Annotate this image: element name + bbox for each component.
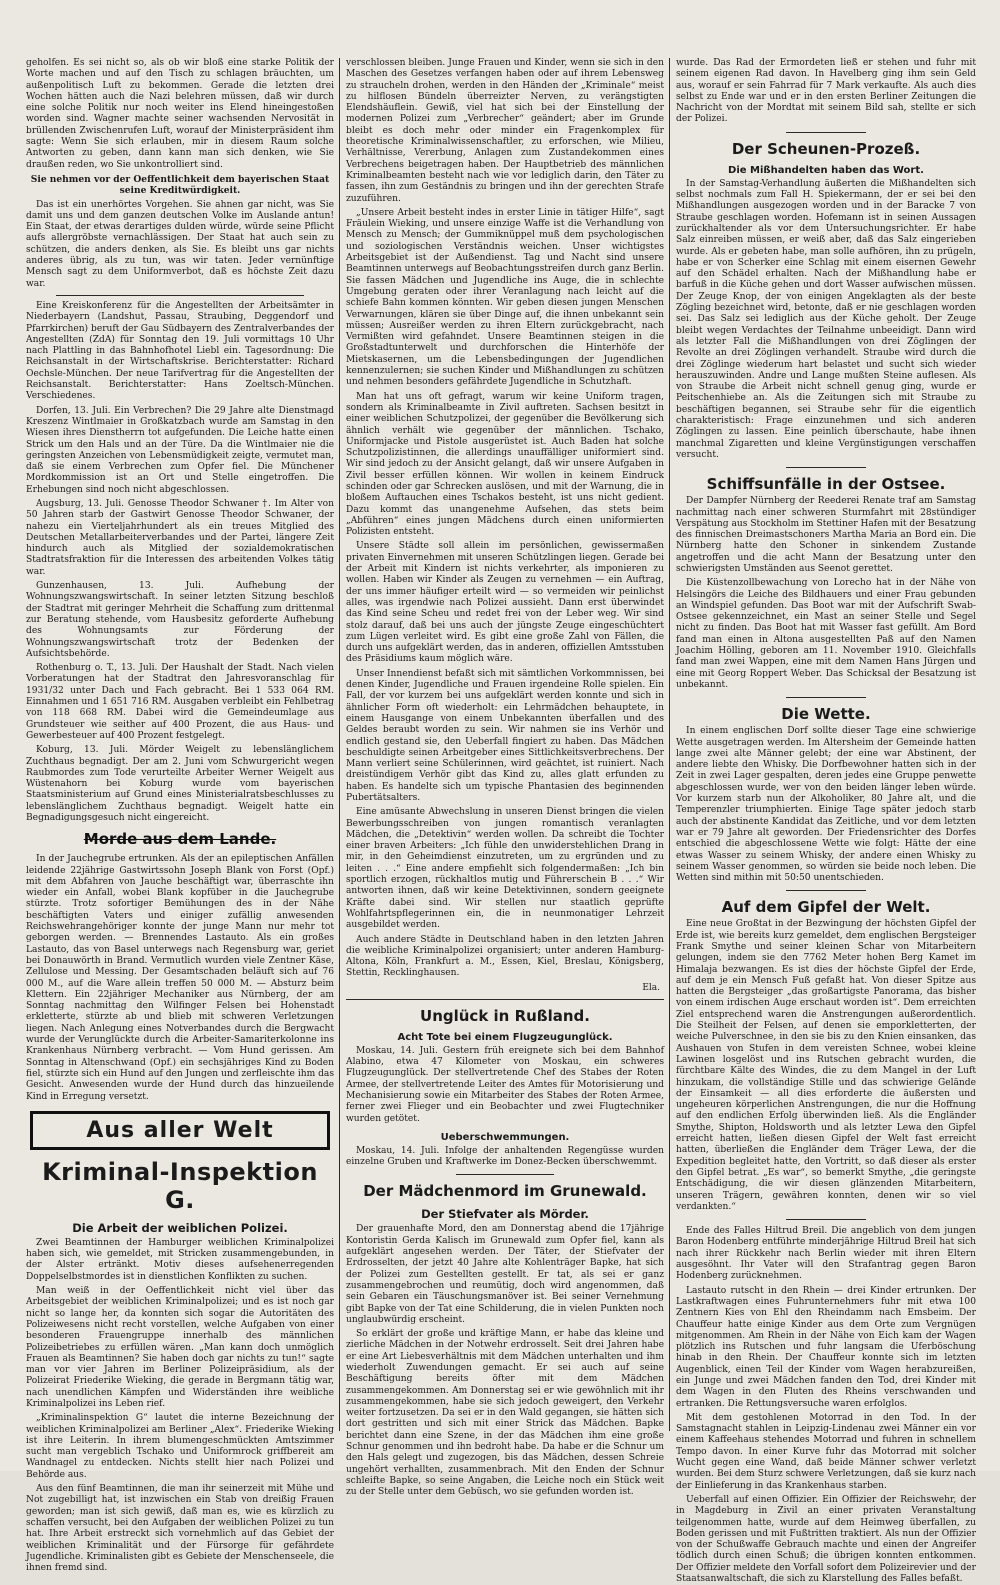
article-paragraph: Dorfen, 13. Juli. Ein Verbrechen? Die 29 Jahre alte Dienstmagd Kreszenz Wintlmaier in Großkatzbach wurde am Samstag in den Wiesen ihres Dienstherrn tot aufgefunden. Die Leiche hatte einen Strick um den Hals und an der Türe. Da die Wintlmaier nie die geringsten Anzeichen von Lebensmüdigkeit zeigte, vermutet man, daß sie einem Verbrechen zum Opfer fiel. Die Münchener Mordkommission ist an Ort und Stelle eingetroffen. Die Erhebungen sind noch nicht abgeschlossen. <box>26 405 334 495</box>
section-subheading: Die Mißhandelten haben das Wort. <box>728 164 924 176</box>
article-paragraph: In der Samstag-Verhandlung äußerten die Mißhandelten sich selbst nochmals zum Fall H. Spiekermann, der er sei bei den Mißhandlungen ausgezogen worden und in der Baracke 7 von Straube geschlagen worden. Hofemann ist in seinen Aussagen zurückhaltender als vor dem Untersuchungsrichter. Er habe Salz einreiben müssen, er weiß aber, daß das Salz eingerieben wurde. Als er gebeten habe, man solle aufhören, ihn zu prügeln, habe er von Scherker eine Schlag mit einem eisernen Gewehr auf den Schädel erhalten. Nach der Mißhandlung habe er barfuß in die Küche gehen und dort Wasser aufwischen müssen. Der Zeuge Knop, der von einigen Angeklagten als der beste Zögling bezeichnet wird, betonte, daß er nie geschlagen worden sei. Das Salz sei lediglich aus der Küche geholt. Der Zeuge bleibt wegen Verdachtes der Teilnahme unbeeidigt. Dann wird als letzter Fall die Mißhandlungen von drei Zöglingen der Revolte an drei Zöglingen verhandelt. Straube wird durch die drei Zöglinge wiederum hart belastet und sucht sich wieder herauszuwinden. Andre und Lange mußten Steine auflesen. Als von Straube die Arbeit nicht schnell genug ging, wurde er Peitschenhiebe an. Als die Zeitungen sich mit Straube zu beschäftigen begannen, sei Straube sehr für die eigentlich charakteristisch: Frage einzunehmen und sich anderen Zöglingen zu lassen. Eine peinlich überschaute, habe ihnen manchmal Zigaretten und kleine Vergünstigungen verschaffen versucht. <box>676 178 976 460</box>
section-heading: Morde aus dem Lande. <box>83 830 277 849</box>
section-rule <box>786 1219 866 1220</box>
column-left <box>26 58 335 1574</box>
article-paragraph: Eine amüsante Abwechslung in unseren Dienst bringen die vielen Bewerbungsschreiben von jungen romantisch veranlagten Mädchen, die „Detektivin“ werden wollen. Da schreibt die Tochter einer braven Arbeiters: „Ich fühle den unwiderstehlichen Drang in mir, in den Geheimdienst einzutreten, um zu ergründen und zu leiten . . .“ Eine andere empfiehlt sich folgendermaßen: „Ich bin sportlich erzogen, rückhaltlos mutig und Führerschein B . . .“ Wir antworten ihnen, daß wir keine Detektivinnen, sondern geeignete Kräfte dabei sind. Wir stellen nur staatlich geprüfte Wohlfahrtspflegerinnen ein, die in neunmonatiger Lehrzeit ausgebildet werden. <box>346 807 664 931</box>
section-heading: Die Wette. <box>781 705 871 724</box>
article-paragraph: Eine Kreiskonferenz für die Angestellten der Arbeitsämter in Niederbayern (Landshut, Passau, Straubing, Deggendorf und Pfarrkirchen) beruft der Gau Südbayern des Zentralverbandes der Angestellten (ZdA) für Sonntag den 19. Juli vormittags 10 Uhr nach Plattling in das Bahnhofhotel Liebl ein. Tagesordnung: Die Reichsanstalt in der Wirtschaftskrise. Berichterstatter: Richard Oechsle-München. Der neue Tarifvertrag für die Angestellten der Reichsanstalt. Berichterstatter: Hans Zoeltsch-München. Verschiedenes. <box>26 300 334 402</box>
article-paragraph: Aus den fünf Beamtinnen, die man ihr seinerzeit mit Mühe und Not zugebilligt hat, ist inzwischen ein Stab von dreißig Frauen geworden; man ist sich gewiß, daß man es, wie es kürzlich zu schaffen versucht, bei den Aufgaben der weiblichen Polizei zu tun hat. Ihre Arbeit erstreckt sich vornehmlich auf das Gebiet der weiblichen Kriminalität und der Fürsorge für gefährdete Jugendliche. Kriminalisten gibt es Gebiete der Menschenseele, die ihnen fremd sind. <box>26 1484 334 1574</box>
article-paragraph: „Unsere Arbeit besteht indes in erster Linie in tätiger Hilfe“, sagt Fräulein Wieking, und unsere einzige Waffe ist die Verhandlung von Mensch zu Mensch; der Gummiknüppel muß dem psychologischen und soziologischen Verständnis weichen. Unser wichtigstes Arbeitsgebiet ist der Außendienst. Tag und Nacht sind unsere Beamtinnen unterwegs auf Beobachtungsstreifen durch ganz Berlin. Sie fassen Mädchen und Jugendliche ins Auge, die in schlechte Umgebung geraten oder ihrer Veranlagung nach leicht auf die schiefe Bahn kommen könnten. Wir geben diesen jungen Menschen Verwarnungen, klären sie über Dinge auf, die ihnen unbekannt sein müssen; Ausreißer werden zu ihren Eltern zurückgebracht, nach Vermißten wird gefahndet. Unsere Beamtinnen steigen in die Großstadtunterwelt und durchforschen die Hinterhöfe der Mietskasernen, um die Lebensbedingungen der Jugendlichen kennenzulernen; sie suchen Kinder und Mißhandlungen zu schützen und nehmen besonders gefährdete Jugendliche in Schutzhaft. <box>346 207 664 388</box>
article-paragraph: So erklärt der große und kräftige Mann, er habe das kleine und zierliche Mädchen in der Notwehr erdrosselt. Seit drei Jahren habe er eine Art Liebesverhältnis mit dem Mädchen unterhalten und ihm wiederholt Zuwendungen gemacht. Er sei auch auf seine Beschäftigung bereits öfter mit dem Mädchen zusammengekommen. Am Donnerstag sei er wie gewöhnlich mit ihr zusammengekommen, habe sie sich jedoch geweigert, den Verkehr weiter fortzusetzen. Da sei er in den Wald gegangen, sie hätten sich dort gestritten und sich mit einer Strick das Mädchen. Bapke berichtet dann eine Szene, in der das Mädchen ihm eine große Schnur genommen und ihn bedroht habe. Da habe er die Schnur um den Hals gelegt und zugezogen, bis das Mädchen, dessen Schreie ungehört verhallten, zusammenbrach. Mit den Enden der Schnur schleifte Bapke, so seine Angaben, die Leiche noch ein Stück weit zu der Stelle unter dem Gebüsch, wo sie gefunden worden ist. <box>346 1329 664 1498</box>
article-paragraph: Man hat uns oft gefragt, warum wir keine Uniform tragen, sondern als Kriminalbeamte in Zivil auftreten. Sachsen besitzt in einer weiblichen Schutzpolizei, der gegenüber die Bevölkerung sich ähnlich verhält wie gegenüber der männlichen. Tschako, Uniformjacke und Pistole ausgerüstet ist. Auch Baden hat solche Schutzpolizistinnen, die allerdings unauffälliger uniformiert sind. Wir sind jedoch zu der Ansicht gelangt, daß wir unsere Aufgaben in Zivil besser erfüllen können. Wir wollen in keinem Eindruck schinden oder gar Schrecken auslösen, und mit der Warnung, die in bloßem Auftauchen eines Tschakos besteht, ist uns nicht gedient. Dazu kommt das unangenehme Aufsehen, das stets beim „Abführen“ eines jungen Mädchens durch einen uniformierten Polizisten entsteht. <box>346 391 664 538</box>
article-paragraph: Moskau, 14. Juli. Gestern früh ereignete sich bei dem Bahnhof Alabino, etwa 47 Kilometer von Moskau, ein schweres Flugzeugunglück. Der stellvertretende Chef des Stabes der Roten Armee, der stellvertretende Leiter des Amtes für Motorisierung und Mechanisierung sowie ein Mitarbeiter des Stabes der Roten Armee, ferner zwei Flieger und ein Beobachter und zwei Flugtechniker wurden getötet. <box>346 1045 664 1124</box>
article-paragraph: Ende des Falles Hiltrud Breil. Die angeblich von dem jungen Baron Hodenberg entführte minderjährige Hiltrud Breil hat sich nach ihrer Rückkehr nach Berlin wieder mit ihren Eltern ausgesöhnt. Ihr Vater will den Strafantrag gegen Baron Hodenberg zurücknehmen. <box>676 1226 976 1282</box>
article-paragraph: Die Küstenzollbewachung von Lorecho hat in der Nähe von Helsingörs die Leiche des Bildhauers und einer Frau gebunden an Windspiel gefunden. Das Boot war mit der Aufschrift Swab-Ostsee gekennzeichnet, ein Mast an seiner Stelle und Segel nicht zu finden. Das Boot hat mit Wasser fast gefüllt. Am Bord fand man einen in Altona ausgestellten Paß auf den Namen Joachim Hölling, geboren am 11. November 1910. Gleichfalls fand man zwei Wappen, eine mit dem Namen Hans Jürgen und eine mit Georg Roppert Weber. Das Schicksal der Besatzung ist unbekannt. <box>676 578 976 690</box>
article-paragraph: Mit dem gestohlenen Motorrad in den Tod. In der Samstagnacht stahlen in Leipzig-Lindenau zwei Männer ein vor einem Kaffeehaus stehendes Motorrad und fuhren in schnellem Tempo davon. In einer Kurve fuhr das Motorrad mit solcher Wucht gegen eine Wand, daß beide Männer schwer verletzt wurden. Bei dem Sturz schwere Verletzungen, daß sie kurz nach der Einlieferung in das Krankenhaus starben. <box>676 1412 976 1491</box>
article-paragraph: Moskau, 14. Juli. Infolge der anhaltenden Regengüsse wurden einzelne Gruben und Kraftwerke im Donez-Becken überschwemmt. <box>346 1145 664 1168</box>
article-paragraph: Unser Innendienst befaßt sich mit sämtlichen Vorkommnissen, bei denen Kinder, Jugendliche und Frauen irgendeine Rolle spielen. Ein Fall, der vor kurzem bei uns aufgeklärt werden konnte und sich in ähnlicher Form oft wiederholt: ein Lehrmädchen behauptete, in einem Hausgange von einem Unbekannten überfallen und des Geldes beraubt worden zu sein. Wir nahmen sie ins Verhör und endlich gestand sie, den Ueberfall fingiert zu haben. Das Mädchen beschuldigte seinen Arbeitgeber eines Sittlichkeitsverbrechens. Der Mann verliert seine Schülerinnen, wird geächtet, ist ruiniert. Nach dreistündigem Verhör gibt das Kind zu, alles glatt erfunden zu haben. Es handelte sich um typische Phantasien des beginnenden Pubertätsalters. <box>346 668 664 803</box>
article-paragraph: Lastauto rutscht in den Rhein — drei Kinder ertrunken. Der Lastkraftwagen eines Fuhrunternehmers fuhr mit etwa 100 Zentnern Kies von Ehl den Rheindamm nach Emsbeim. Der Chauffeur hatte einige Kinder aus dem Orte zum Vergnügen mitgenommen. Am Rhein in der Nähe von Eich kam der Wagen plötzlich ins Rutschen und fuhr langsam die Uferböschung hinab in den Rhein. Der Chauffeur konnte sich im letzten Augenblick, einen Teil der Kinder vom Wagen herabzureißen, ein Junge und zwei Mädchen fanden den Tod, drei Kinder mit dem Wagen in den Fluten des Rheins verschwanden und ertranken. Die Rettungsversuche waren erfolglos. <box>676 1285 976 1409</box>
section-subheading: Ueberschwemmungen. <box>440 1131 570 1143</box>
section-rule <box>346 999 664 1000</box>
section-heading: Der Scheunen-Prozeß. <box>731 139 921 158</box>
article-paragraph: Ueberfall auf einen Offizier. Ein Offizier der Reichswehr, der in Magdeburg in Zivil an einer privaten Veranstaltung teilgenommen hatte, wurde auf dem Heimweg überfallen, zu Boden gerissen und mit Fußtritten traktiert. Als nun der Offizier von der Schußwaffe Gebrauch machte und einen der Angreifer tödlich durch einen Schuß; die übrigen konnten entkommen. Der Offizier meldete den Vorfall sofort dem Polizeirevier und der Staatsanwaltschaft, die sich zu Klarstellung des Falles befaßt. <box>676 1494 976 1585</box>
article-paragraph: Rothenburg o. T., 13. Juli. Der Haushalt der Stadt. Nach vielen Vorberatungen hat der Stadtrat den Jahresvoranschlag für 1931/32 unter Dach und Fach gebracht. Bei 1 533 064 RM. Einnahmen und 1 651 716 RM. Ausgaben verbleibt ein Fehlbetrag von 118 668 RM. Dabei wird die Gemeindeumlage aus Grundsteuer wie seither auf 400 Prozent, die aus Haus- und Gewerbesteuer auf 400 Prozent festgelegt. <box>26 663 334 741</box>
article-paragraph: verschlossen bleiben. Junge Frauen und Kinder, wenn sie sich in den Maschen des Gesetzes verfangen haben oder auf ihrem Lebensweg zu straucheln drohen, werden in den Händen der „Kriminale“ meist zu hilflosen Bündeln überreizter Nerven, zu verängstigten Elendshäuflein. Gewiß, viel hat sich bei der Einstellung der modernen Polizei zum „Verbrecher“ geändert; aber im Grunde bleibt es doch mehr oder minder ein Fragenkomplex für theoretische Kriminalwissenschaftler, zu erforschen, wie Milieu, Verhältnisse, Vererbung, Anlagen zum Zustandekommen eines Verbrechens beigetragen haben. Der Hauptbetrieb des männlichen Kriminalbeamten besteht nach wie vor lediglich darin, den Täter zu fassen, ihn zum Geständnis zu bringen und ihn der gerechten Strafe zuzuführen. <box>346 58 664 204</box>
section-heading: Der Mädchenmord im Grunewald. <box>363 1182 647 1201</box>
article-paragraph: Der grauenhafte Mord, den am Donnerstag abend die 17jährige Kontoristin Gerda Kalisch im Grunewald zum Opfer fiel, kann als aufgeklärt angesehen werden. Der Täter, der Stiefvater der Erdrosselten, der jetzt 40 Jahre alte Kohlenträger Bapke, hat sich der Polizei zum Gestellten gestellt. Er tat, als sei er ganz zusammengebrochen und reumütig, doch wird angenommen, daß sein Gebaren ein Täuschungsmanöver ist. Bei seiner Vernehmung gibt Bapke von der Tat eine Schilderung, die in vielen Punkten noch unglaubwürdig erscheint. <box>346 1224 664 1325</box>
article-paragraph: Das ist ein unerhörtes Vorgehen. Sie ahnen gar nicht, was Sie damit uns und dem ganzen deutschen Volke im Auslande antun! Ein Staat, der etwas derartiges dulden würde, würde seine Pflicht aufs allergröbste vernachlässigen. Der Staat hat auch sein zu schützen, die anders denken, als Sie. Es bleibt uns gar nichts anderes übrig, als zu tun, was wir taten. Jeder vernünftige Mensch sagt zu dem Uniformverbot, daß es höchste Zeit dazu war. <box>26 199 334 289</box>
article-title: Kriminal-Inspektion G. <box>42 1157 318 1214</box>
article-paragraph: Sie nehmen vor der Oeffentlichkeit dem bayerischen Staat seine Kreditwürdigkeit. <box>30 173 330 197</box>
section-heading: Auf dem Gipfel der Welt. <box>721 898 931 917</box>
section-banner: Aus aller Welt <box>30 1111 330 1150</box>
article-paragraph: In der Jauchegrube ertrunken. Als der an epileptischen Anfällen leidende 22jährige Gastwirtssohn Joseph Blank von Forst (Opf.) mit dem Abfahren von Jauche beschäftigt war, überraschte ihn wieder ein Anfall, wobei Blank kopfüber in die Jauchegrube stürzte. Trotz sofortiger Bemühungen des in der Nähe beschäftigten Vaters und einiger zufällig anwesenden Reichswehrangehöriger konnte der junge Mann nur mehr tot geborgen werden. — Brennendes Lastauto. Als ein großes Lastauto, das von Basel unterwegs nach Regensburg war, geriet bei Donauwörth in Brand. Vermutlich wurden viele Zentner Käse, Zellulose und Messing. Der Gesamtschaden beläuft sich auf 76 000 M., auf die Ware allein treffen 50 000 M. — Absturz beim Klettern. Ein 22jähriger Mechaniker aus Nürnberg, der am Sonntag nachmittag den Wilfinger Felsen bei Hohenstadt erkletterte, stürzte ab und blieb mit schweren Verletzungen liegen. Nach Anlegung eines Notverbandes durch die Bergwacht wurde der Verunglückte durch die Arbeiter-Samariterkolonne ins Krankenhaus Nürnberg verbracht. — Vom Hund gerissen. Am Sonntag in Altenschwand (Opf.) ein sechsjähriges Kind zu Boden fiel, stürzte sich ein Hund auf den Jungen und zerfleischte ihm das Gesicht. Anwesenden wurde der Hund durch das hinzueilende Kind in Erregung versetzt. <box>26 854 335 1102</box>
section-rule <box>786 697 866 698</box>
article-paragraph: Man weiß in der Oeffentlichkeit nicht viel über das Arbeitsgebiet der weiblichen Kriminalpolizei; und es ist noch gar nicht so lange her, da konnten sich sogar die Autoritäten des Polizeiwesens nicht recht vorstellen, welche Aufgaben von einer besonderen Frauengruppe innerhalb des männlichen Polizeibetriebes zu erfüllen wären. „Man kann doch unmöglich Frauen als Beamtinnen? Sie haben doch gar nichts zu tun!“ sagte man vor vier Jahren im Berliner Polizeipräsidium, als der Polizeirat Friederike Wieking, die gerade in Bergmann tätig war, nach unendlichen Kämpfen und Widerständen ihre weibliche Kriminalpolizei ins Leben rief. <box>26 1286 334 1409</box>
column-divider <box>669 58 670 1431</box>
article-subtitle: Die Arbeit der weiblichen Polizei. <box>72 1220 288 1235</box>
article-paragraph: Unsere Städte soll allein im persönlichen, gewissermaßen privaten Einvernehmen mit unseren Schützlingen liegen. Gerade bei der Arbeit mit Kindern ist nichts verkehrter, als imponieren zu wollen. Haben wir Kinder als Zeugen zu vernehmen — ein Auftrag, der uns immer häufiger erteilt wird — so vermeiden wir peinlichst alles, was irgendwie nach Polizei aussieht. Dann erst überwindet das Kind seine Scheu und redet frei von der Leber weg. Wir sind stolz darauf, daß bei uns auch der jüngste Zeuge eingeschüchtert zum Lügen verleitet wird. Es gibt eine große Zahl von Fällen, die durch uns aufgeklärt werden, das in anderen, offiziellen Amtsstuben des Präsidiums kaum möglich wäre. <box>346 541 664 665</box>
author-signoff: Ela. <box>642 982 660 993</box>
section-subheading: Der Stiefvater als Mörder. <box>421 1207 589 1222</box>
article-paragraph: geholfen. Es sei nicht so, als ob wir bloß eine starke Politik der Worte machen und auf den Tisch zu schlagen bräuchten, um außenpolitisch Luft zu bekommen. Gerade die letzten drei Wochen hätten auch die Nazi belehren müssen, daß wir durch eine solche Politik nur noch weiter ins Elend hineingestoßen worden sind. Wagner machte seiner wachsenden Nervosität in brüllenden Zwischenrufen Luft, worauf der Ministerpräsident ihm sagte: Wenn Sie sich erlauben, mir in diesem Raum solche Antworten zu geben, dann kann man sich denken, wie Sie draußen reden, wo Sie unkontrolliert sind. <box>26 58 334 170</box>
column-middle <box>346 58 664 1498</box>
article-paragraph: Augsburg, 13. Juli. Genosse Theodor Schwaner †. Im Alter von 50 Jahren starb der Gastwirt Genosse Theodor Schwaner, der nahezu ein Vierteljahrhundert als ein treues Mitglied des Deutschen Metallarbeiterverbandes und der Partei, längere Zeit hindurch auch als Mitglied der sozialdemokratischen Stadtratsfraktion für die Interessen des arbeitenden Volkes tätig war. <box>26 498 334 577</box>
section-rule <box>456 1174 554 1175</box>
article-paragraph: In einem englischen Dorf sollte dieser Tage eine schwierige Wette ausgetragen werden. Im Altersheim der Gemeinde hatten lange zwei alte Männer gelebt; der eine war Abstinent, der andere liebte den Whisky. Die Dorfbewohner hatten sich in der Zeit in zwei Lager gespalten, deren jedes eine Gruppe penwette abgeschlossen wurde, wer von den beiden länger leben würde. Vor kurzem starb nun der Alkoholiker, 80 Jahre alt, und die Temperenzler triumphierten. Einige Tage später jedoch starb auch der abstinente Kandidat das Zeitliche, und vor dem letzten war er 79 Jahre alt geworden. Der Friedensrichter des Dorfes entschied die abgeschlossene Wette wie folgt: Hätte der eine etwas Wasser zu seinem Whisky, der andere einen Whisky zu seinem Wasser genommen, so würden sie beide noch leben. Die Wetten sind mithin mit 50:50 unentschieden. <box>676 726 976 884</box>
column-divider <box>339 58 340 1431</box>
section-rule <box>786 467 866 468</box>
article-paragraph: Gunzenhausen, 13. Juli. Aufhebung der Wohnungszwangswirtschaft. In seiner letzten Sitzung beschloß der Stadtrat mit geringer Mehrheit die Schaffung zum drittenmal zur Beratung stehende, vom Hausbesitz geforderte Aufhebung des Wohnungsamts zur Förderung der Wohnungszwangswirtschaft trotz der Bedenken der Aufsichtsbehörde. <box>26 581 334 659</box>
section-rule <box>786 132 866 133</box>
article-paragraph: Auch andere Städte in Deutschland haben in den letzten Jahren die weibliche Kriminalpolizei organisiert; unter anderen Hamburg-Altona, Köln, Frankfurt a. M., Essen, Kiel, Breslau, Königsberg, Stettin, Recklinghausen. <box>346 934 664 979</box>
article-paragraph: wurde. Das Rad der Ermordeten ließ er stehen und fuhr mit seinem eigenen Rad davon. In Havelberg ging ihm sein Geld aus, worauf er sein Fahrrad für 7 Mark verkaufte. Als auch dies selbst zu Ende war und er in den ersten Berliner Zeitungen die Nachricht von der Mordtat mit seinem Bild sah, stellte er sich der Polizei. <box>676 58 976 125</box>
column-right <box>676 58 976 1585</box>
article-paragraph: Eine neue Großtat in der Bezwingung der höchsten Gipfel der Erde ist, wie bereits kurz gemeldet, dem englischen Bergsteiger Frank Smythe und seiner kleinen Schar von Mitarbeitern gelungen, indem sie den 7762 Meter hohen Berg Kamet im Himalaja bezwangen. Es ist dies der höchste Gipfel der Erde, auf dem je ein Mensch Fuß gefaßt hat. Von dieser Spitze aus hatten die Bergsteiger „das großartigste Panorama, das bisher von einem irdischen Auge erschaut worden ist“. Dem erreichten Ziel entsprechend waren die Anstrengungen außerordentlich. Die Steilheit der Felsen, auf denen sie emporkletterten, der weiche Pulverschnee, in den sie bis zu den Knien einsanken, das Aushauen von Stufen in dem vereisten Schnee, wobei kleine Lawinen losgelöst und ins Rutschen gebracht wurden, die fürchtbare Kälte des Windes, die zu dem Mangel in der Luft hinzukam, die vollständige Stille und das schwierige Gelände der Einsamkeit — all dies erforderte die äußersten und ungeheuren körperlichen Anstrengungen, die nur die Hoffnung auf den endlichen Erfolg überwinden ließ. Als die Engländer Smythe, Shipton, Holdsworth und als letzter Lewa den Gipfel erreicht hatten, ließen diesen Gipfel der Welt fast erreicht hatten, überließen die Engländer dem Träger Lewa, der die Expedition begleitet hatte, den Vortritt, so daß dieser als erster den Gipfel betrat. „Es war“, so bemerkt Smythe, „die geringste Entschädigung, die wir diesen glänzenden Mitarbeitern, unseren Trägern, gewähren konnten, denen wir so viel verdankten.“ <box>676 919 976 1212</box>
article-paragraph: Der Dampfer Nürnberg der Reederei Renate traf am Samstag nachmittag nach einer schweren Sturmfahrt mit 28stündiger Verspätung aus Stockholm im Stettiner Hafen mit der Besatzung des finnischen Dreimastschoners Martha Maria an Bord ein. Die Nürnberg hatte den Schoner in sinkendem Zustande angetroffen und die acht Mann der Besatzung unter den schwierigsten Umständen aus Seenot gerettet. <box>676 496 976 574</box>
section-subheading: Acht Tote bei einem Flugzeugunglück. <box>397 1031 613 1043</box>
section-heading: Unglück in Rußland. <box>420 1006 590 1025</box>
article-paragraph: Zwei Beamtinnen der Hamburger weiblichen Kriminalpolizei haben sich, wie gemeldet, mit Stricken zusammengebunden, in der Alster ertränkt. Motiv dieses aufsehenerregenden Doppelselbstmordes ist in dienstlichen Konflikten zu suchen. <box>26 1237 334 1282</box>
section-heading: Schiffsunfälle in der Ostsee. <box>706 475 946 494</box>
section-rule <box>56 295 304 296</box>
section-rule <box>786 890 866 891</box>
article-paragraph: Koburg, 13. Juli. Mörder Weigelt zu lebenslänglichem Zuchthaus begnadigt. Der am 2. Juni vom Schwurgericht wegen Raubmordes zum Tode verurteilte Arbeiter Werner Weigelt aus Wüstenahorn bei Koburg wurde vom bayerischen Staatsministerium auf Grund eines Ministerialratsbeschlusses zu lebenslänglichem Zuchthaus begnadigt. Weigelt hatte ein Begnadigungsgesuch nicht eingereicht. <box>26 745 334 823</box>
article-paragraph: „Kriminalinspektion G“ lautet die interne Bezeichnung der weiblichen Kriminalpolizei am Berliner „Alex“. Friederike Wieking ist ihre Leiterin. In ihrem blumengeschmückten Amtszimmer sucht man vergeblich Tschako und Uniformrock griffbereit am Wandnagel zu entdecken. Nichts stellt hier nach Polizei und Behörde aus. <box>26 1413 334 1480</box>
